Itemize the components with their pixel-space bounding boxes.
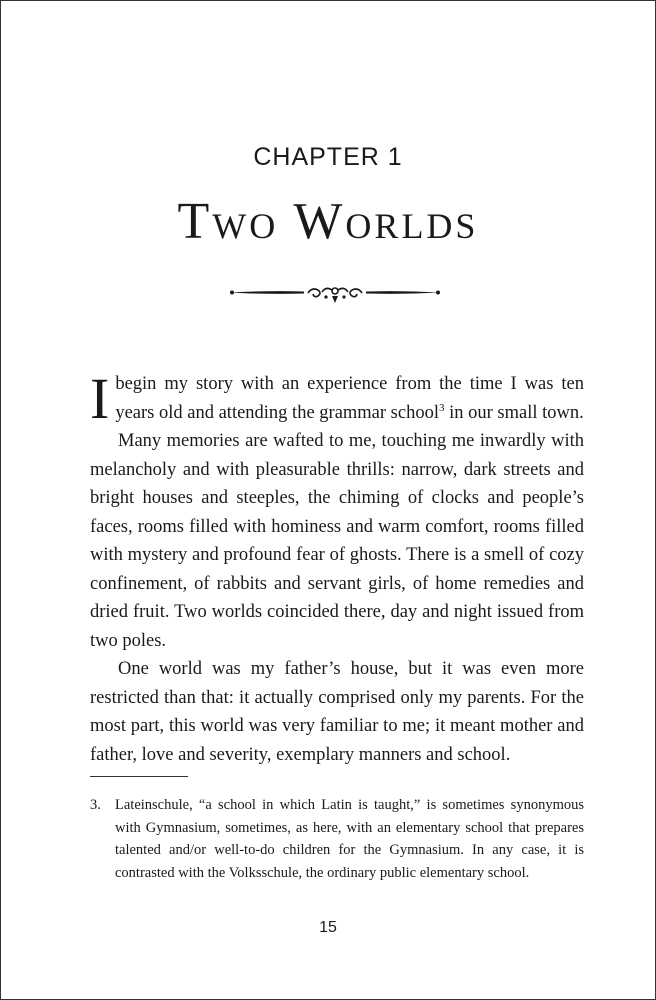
footnote-text: Lateinschule, “a school in which Latin is taught,” is sometimes synonymous with Gymnasium, sometimes, as here, with an elementary school that prepares talented and/or well-to-do children for the Gymnasium. In any case, it is contrasted with the Volksschule, the ordinary public elementary school. xyxy=(115,797,584,881)
paragraph-1 xyxy=(90,366,584,431)
footnote-number: 3. xyxy=(90,797,101,813)
footnote-divider xyxy=(90,776,188,777)
ornament-divider-icon xyxy=(228,282,442,306)
page-number: 15 xyxy=(319,919,337,936)
body-text xyxy=(90,366,584,769)
paragraph-1-text: begin my story with an experience from the time I was ten years old and attending the grammar school xyxy=(115,374,584,423)
footnote xyxy=(90,794,584,884)
footnote-reference[interactable]: 3 xyxy=(438,401,445,414)
paragraph-3: One world was my father’s house, but it was even more restricted than that: it actually comprised only my parents. For the most part, this world was very familiar to me; it meant mother and father, love and severity, exemplary manners and school. xyxy=(90,659,584,765)
chapter-title: Two Worlds xyxy=(177,193,479,250)
paragraph-1-tail: in our small town. xyxy=(444,402,584,423)
chapter-label: CHAPTER 1 xyxy=(253,143,403,171)
drop-cap: I xyxy=(90,366,110,431)
paragraph-2: Many memories are wafted to me, touching me inwardly with melancholy and with pleasurable thrills: narrow, dark streets and bright houses and steeples, the chiming of clocks and people’s faces, rooms filled with hominess and warm comfort, rooms filled with mystery and profound fear of ghosts. There is a smell of cozy confinement, of rabbits and servant girls, of home remedies and dried fruit. Two worlds coincided there, day and night issued from two poles. xyxy=(90,431,584,651)
